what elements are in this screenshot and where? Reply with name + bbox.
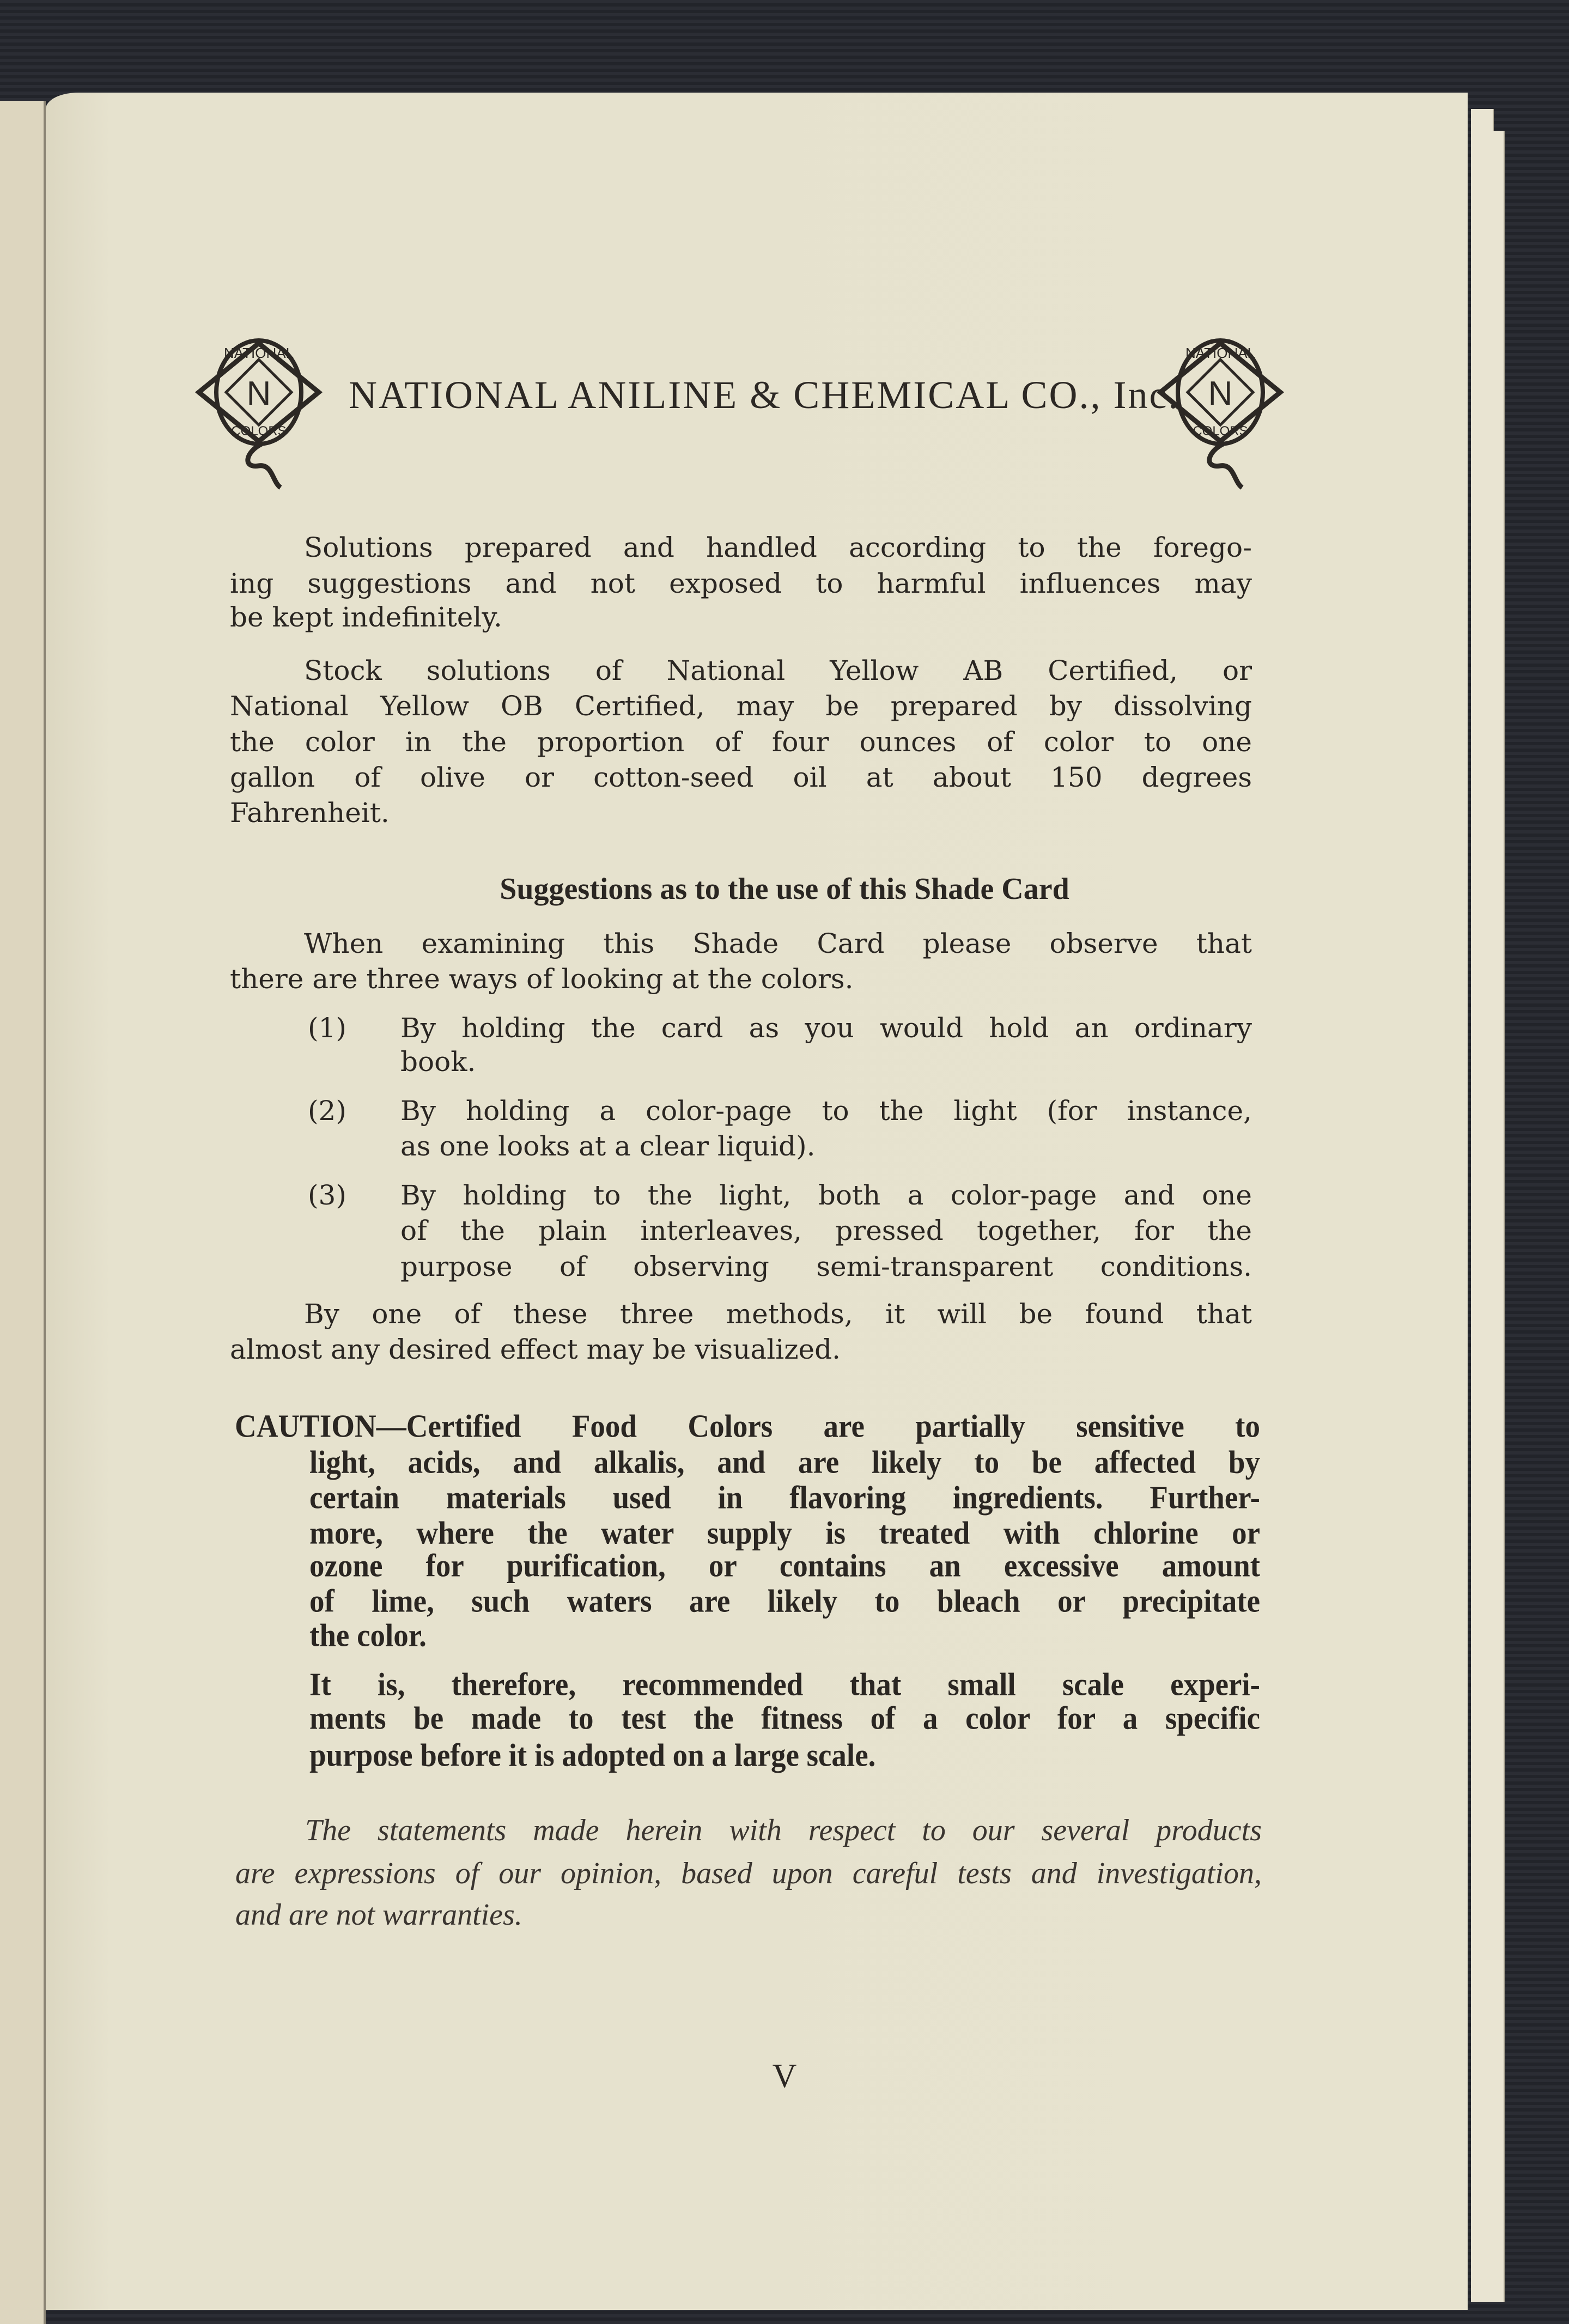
caution-line: ments be made to test the fitness of a color for a specific: [309, 1700, 1260, 1736]
item-number: (1): [308, 1012, 346, 1044]
disclaimer-line: and are not warranties.: [235, 1898, 522, 1932]
text-line: By holding the card as you would hold an ordinary: [400, 1012, 1252, 1044]
national-colors-logo-right: [1152, 335, 1288, 498]
text-line: ing suggestions and not exposed to harmful influences may: [230, 568, 1252, 599]
company-name: NATIONAL ANILINE & CHEMICAL CO., Inc.: [349, 373, 1180, 417]
text-line: there are three ways of looking at the colors.: [230, 963, 854, 995]
caution-line: CAUTION—Certified Food Colors are partially sensitive to: [235, 1408, 1260, 1444]
text-line: book.: [400, 1046, 476, 1078]
text-line: purpose of observing semi-transparent conditions.: [400, 1251, 1252, 1282]
caution-line: the color.: [309, 1617, 427, 1653]
text-line: gallon of olive or cotton-seed oil at about 150 degrees: [230, 762, 1252, 793]
svg-text:N: N: [1208, 375, 1233, 412]
caution-line: light, acids, and alkalis, and are likely to be affected by: [309, 1444, 1260, 1480]
disclaimer-line: The statements made herein with respect to our several products: [305, 1814, 1262, 1847]
text-line: When examining this Shade Card please observe that: [304, 928, 1252, 959]
section-heading: Suggestions as to the use of this Shade Card: [500, 872, 1069, 906]
caution-line: It is, therefore, recommended that small scale experi-: [309, 1666, 1260, 1702]
svg-text:NATIONAL: NATIONAL: [1185, 345, 1256, 361]
text-line: By one of these three methods, it will be found that: [304, 1298, 1252, 1330]
caution-line: of lime, such waters are likely to bleach or precipitate: [309, 1583, 1260, 1619]
caution-line: ozone for purification, or contains an excessive amount: [309, 1547, 1260, 1584]
page-number: V: [772, 2058, 797, 2095]
text-line: By holding to the light, both a color-page and one: [400, 1179, 1252, 1211]
text-line: of the plain interleaves, pressed together, for the: [400, 1215, 1252, 1246]
caution-line: certain materials used in flavoring ingredients. Further-: [309, 1479, 1260, 1516]
text-line: By holding a color-page to the light (for instance,: [400, 1095, 1252, 1127]
caution-line: purpose before it is adopted on a large scale.: [309, 1737, 876, 1773]
text-line: the color in the proportion of four ounces of color to one: [230, 726, 1252, 758]
page-edges-back: [1487, 131, 1505, 2302]
svg-text:COLORS: COLORS: [1193, 424, 1248, 439]
svg-text:N: N: [246, 375, 271, 412]
svg-text:NATIONAL: NATIONAL: [223, 345, 294, 361]
national-colors-logo-left: [191, 335, 327, 498]
left-page-edge: [0, 101, 46, 2324]
caution-line: more, where the water supply is treated with chlorine or: [309, 1514, 1260, 1551]
text-line: Stock solutions of National Yellow AB Certified, or: [304, 655, 1252, 686]
text-line: National Yellow OB Certified, may be prepared by dissolving: [230, 690, 1252, 722]
item-number: (2): [308, 1095, 346, 1127]
text-line: as one looks at a clear liquid).: [400, 1130, 816, 1162]
text-line: Fahrenheit.: [230, 797, 390, 829]
disclaimer-line: are expressions of our opinion, based upon careful tests and investigation,: [235, 1857, 1262, 1890]
text-line: almost any desired effect may be visualized.: [230, 1334, 841, 1365]
item-number: (3): [308, 1179, 346, 1211]
text-line: be kept indefinitely.: [230, 601, 502, 633]
text-line: Solutions prepared and handled according to the forego-: [304, 532, 1252, 563]
svg-text:COLORS: COLORS: [231, 424, 287, 439]
